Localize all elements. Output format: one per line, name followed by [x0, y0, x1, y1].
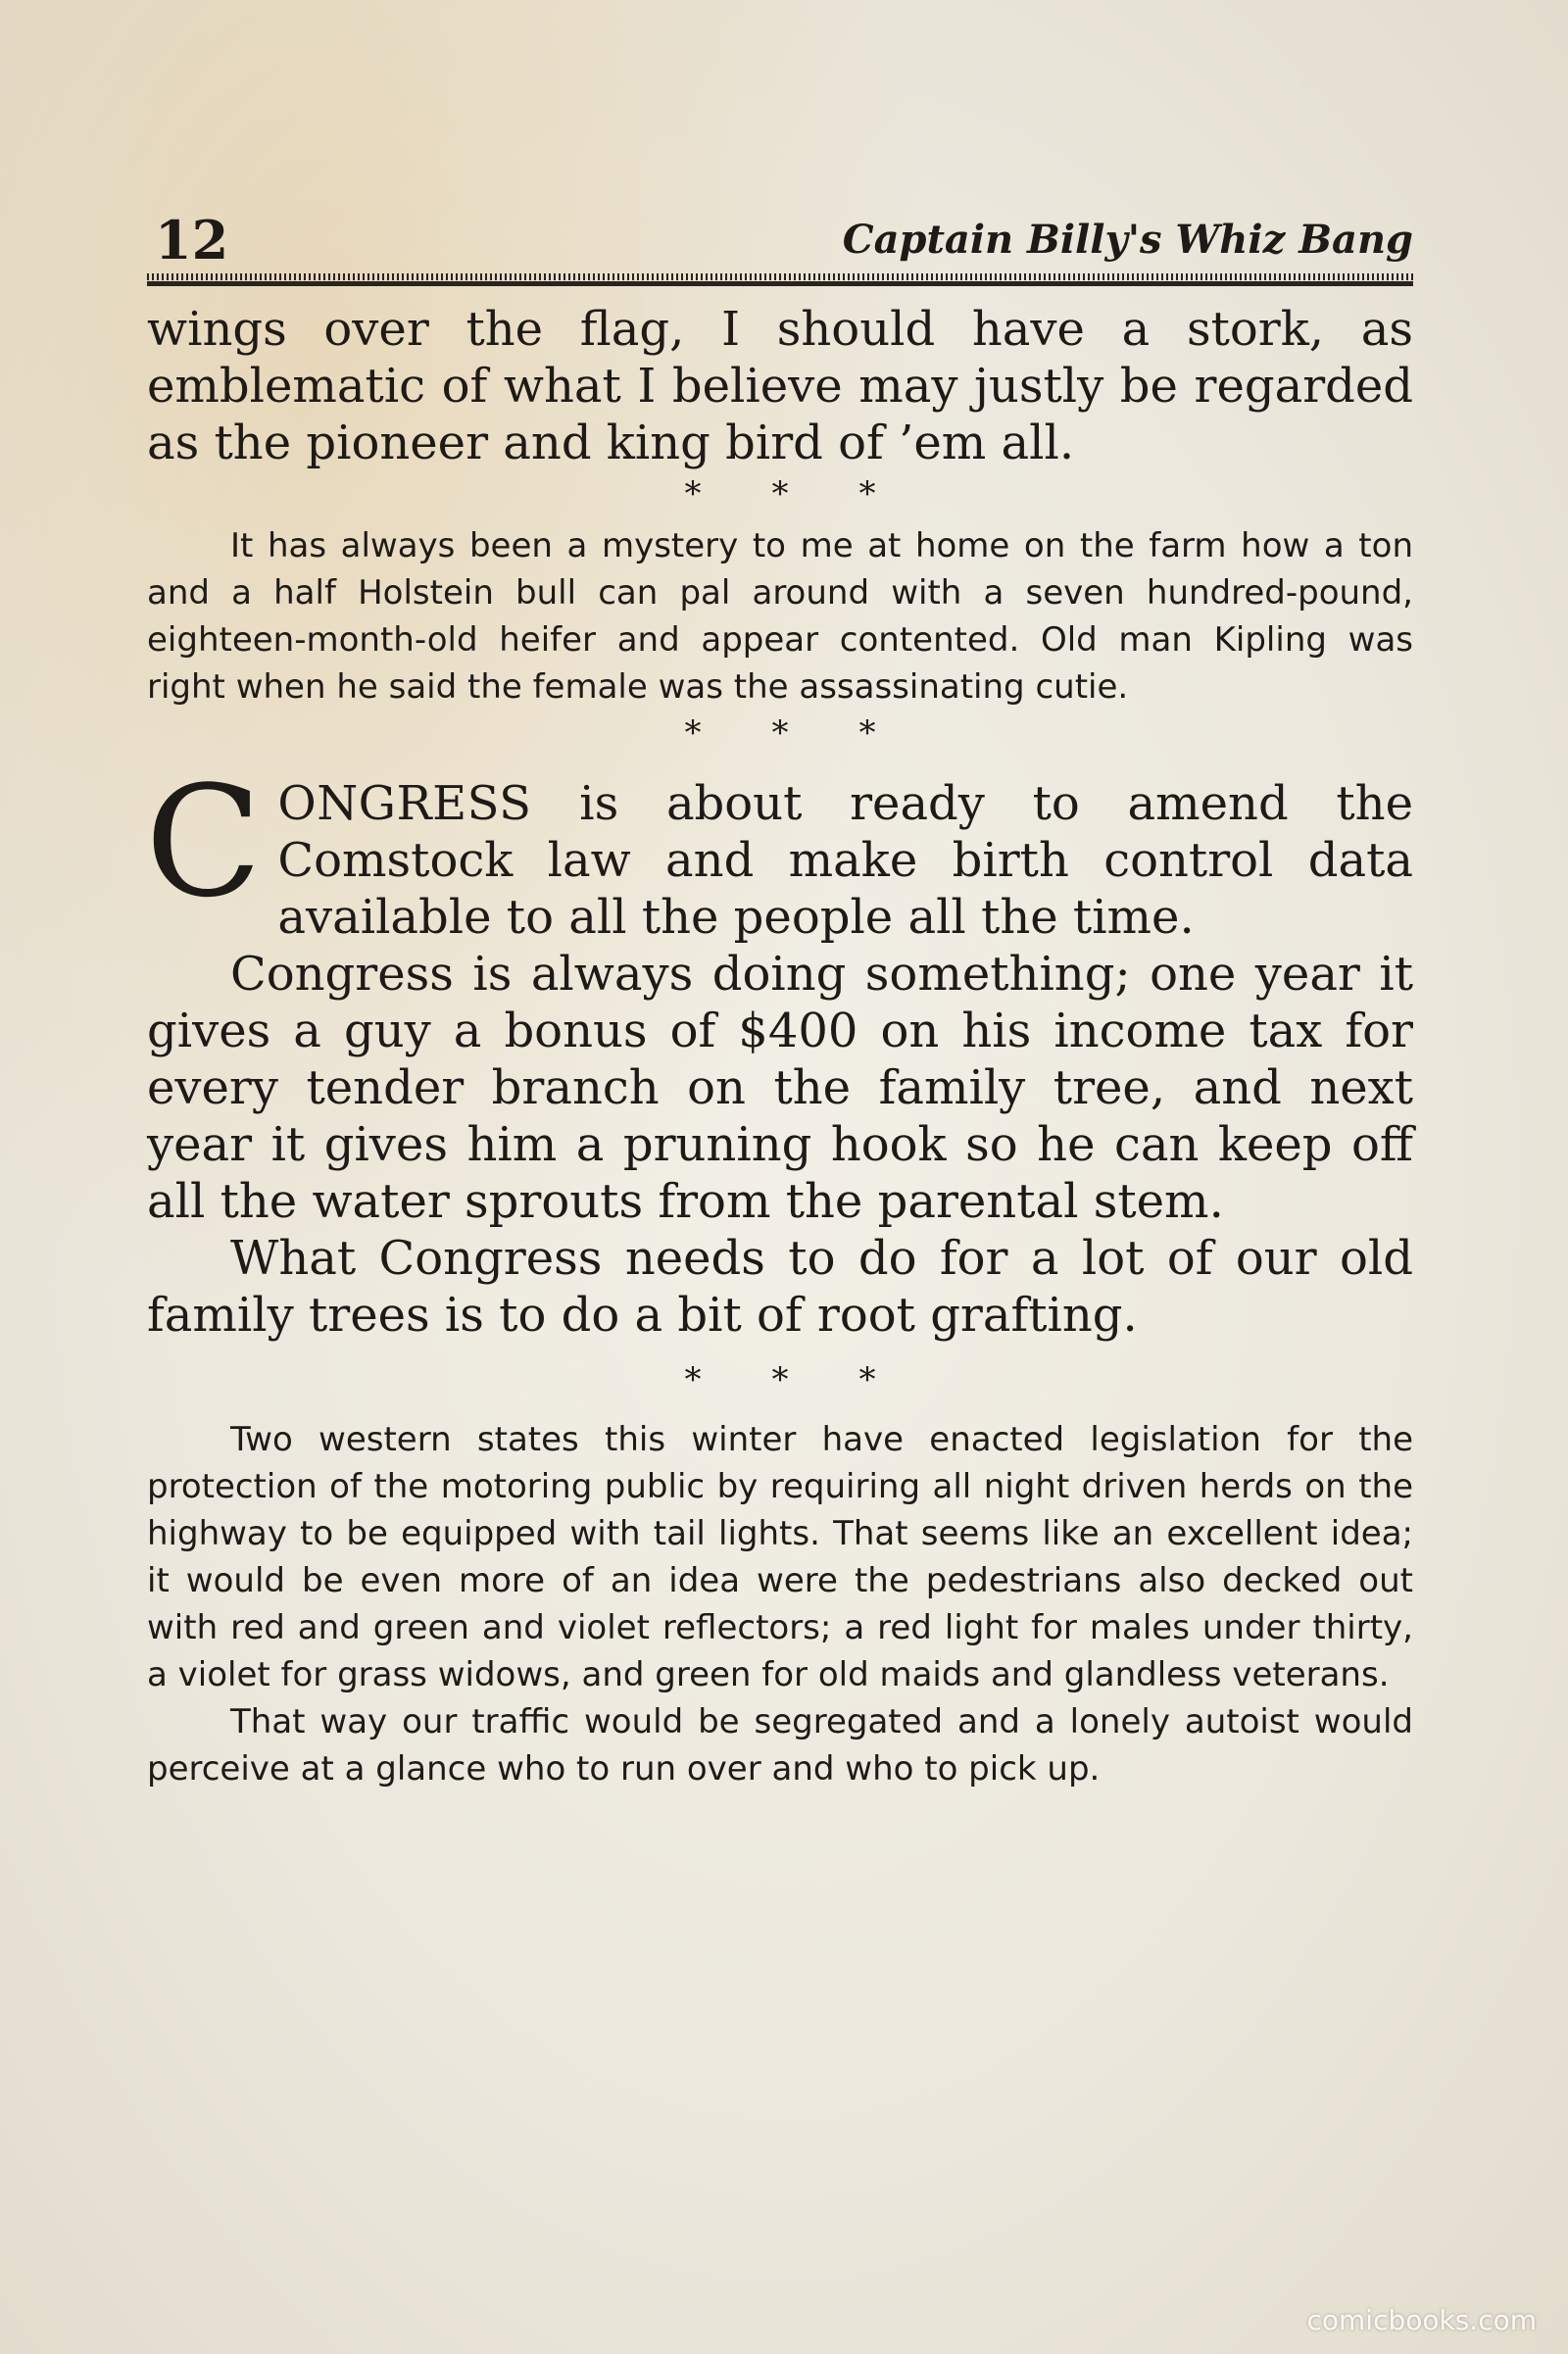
watermark: comicbooks.com	[1306, 2304, 1537, 2336]
page-number: 12	[155, 209, 229, 271]
paragraph-text: is about ready to amend the Comstock law and make birth control data available to all the people all the time.	[277, 776, 1413, 945]
section-separator: * * *	[684, 1360, 906, 1399]
drop-cap-letter: C	[145, 753, 263, 931]
paragraph-traffic: That way our traffic would be segregated and a lonely autoist would perceive at a glance who to run over and who to pick up.	[147, 1702, 1413, 1789]
paragraph-tail-lights: Two western states this winter have enacted legislation for the protection of the motoring public by requiring all night driven herds on the highway to be equipped with tail lights. That seems like an excellent idea; it would be even more of an idea were the pedestrians also decked out with red and green and violet reflectors; a red light for males under thirty, a violet for grass widows, and green for old maids and glandless veterans.	[147, 1420, 1413, 1694]
running-head	[147, 211, 1413, 270]
header-rule	[147, 273, 1413, 287]
page-content	[147, 211, 1413, 1792]
section-separator: * * *	[684, 713, 906, 753]
paragraph-holstein: It has always been a mystery to me at home on the farm how a ton and a half Holstein bull can pal around with a seven hundred-pound, eighteen-month-old heifer and appear contented. Old man Kipling was right when he said the female was the assassinating cutie.	[147, 526, 1413, 707]
running-title: Captain Billy's Whiz Bang	[842, 217, 1413, 263]
paragraph-congress-comstock	[145, 753, 1413, 946]
paragraph-congress-bonus: Congress is always doing something; one year it gives a guy a bonus of $400 on his income tax for every tender branch on the family tree, and next year it gives him a pruning hook so he can keep off all the water sprouts from the parental stem.	[147, 947, 1413, 1229]
lead-word: ONGRESS	[277, 776, 532, 831]
section-separator: * * *	[684, 474, 906, 514]
paragraph-stork: wings over the flag, I should have a stork, as emblematic of what I believe may justly be regarded as the pioneer and king bird of ’em all.	[147, 302, 1413, 470]
paragraph-root-grafting: What Congress needs to do for a lot of our old family trees is to do a bit of root grafting.	[147, 1231, 1413, 1343]
